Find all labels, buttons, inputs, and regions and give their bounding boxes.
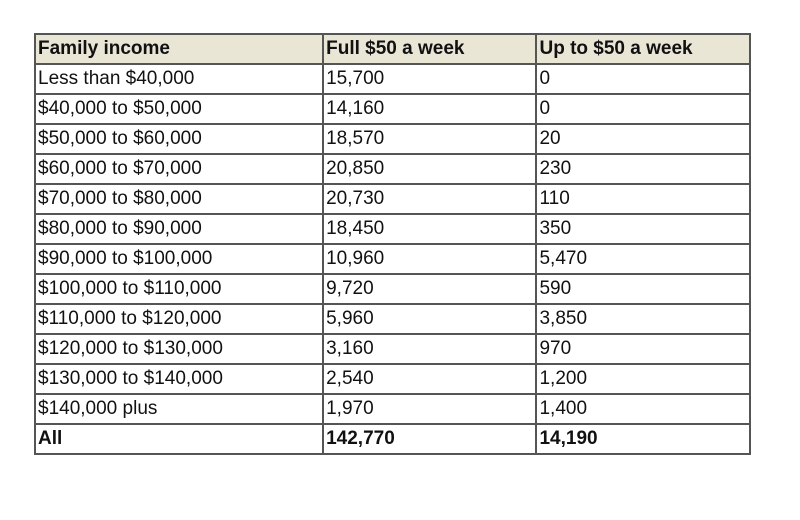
table-row [35, 334, 750, 364]
cell-full-50: 20,730 [323, 184, 536, 214]
header-up-to-50: Up to $50 a week [536, 34, 750, 64]
header-row [35, 34, 750, 64]
cell-up-to-50: 5,470 [536, 244, 750, 274]
cell-full-50: 3,160 [323, 334, 536, 364]
cell-income-band: $100,000 to $110,000 [35, 274, 323, 304]
cell-full-50: 20,850 [323, 154, 536, 184]
cell-full-50: 14,160 [323, 94, 536, 124]
table-row [35, 304, 750, 334]
cell-up-to-50: 970 [536, 334, 750, 364]
cell-income-band: $110,000 to $120,000 [35, 304, 323, 334]
cell-up-to-50: 20 [536, 124, 750, 154]
header-full-50: Full $50 a week [323, 34, 536, 64]
table-row [35, 394, 750, 424]
income-table [34, 33, 751, 455]
cell-full-50: 5,960 [323, 304, 536, 334]
table-row [35, 64, 750, 94]
cell-income-band: $130,000 to $140,000 [35, 364, 323, 394]
cell-up-to-50: 1,200 [536, 364, 750, 394]
cell-full-50: 9,720 [323, 274, 536, 304]
header-family-income: Family income [35, 34, 323, 64]
table-row [35, 124, 750, 154]
cell-up-to-50: 350 [536, 214, 750, 244]
cell-income-band: $120,000 to $130,000 [35, 334, 323, 364]
cell-income-band: $80,000 to $90,000 [35, 214, 323, 244]
cell-income-band: Less than $40,000 [35, 64, 323, 94]
table-row [35, 154, 750, 184]
cell-full-50: 10,960 [323, 244, 536, 274]
cell-total-up-to-50: 14,190 [536, 424, 750, 454]
cell-income-band: $40,000 to $50,000 [35, 94, 323, 124]
table-row [35, 364, 750, 394]
cell-full-50: 18,570 [323, 124, 536, 154]
cell-income-band: $90,000 to $100,000 [35, 244, 323, 274]
cell-up-to-50: 0 [536, 94, 750, 124]
table-row [35, 244, 750, 274]
cell-total-full-50: 142,770 [323, 424, 536, 454]
cell-income-band: $70,000 to $80,000 [35, 184, 323, 214]
cell-income-band: $60,000 to $70,000 [35, 154, 323, 184]
cell-income-band: $140,000 plus [35, 394, 323, 424]
cell-full-50: 2,540 [323, 364, 536, 394]
cell-full-50: 18,450 [323, 214, 536, 244]
table-row [35, 274, 750, 304]
cell-up-to-50: 0 [536, 64, 750, 94]
cell-up-to-50: 230 [536, 154, 750, 184]
cell-up-to-50: 3,850 [536, 304, 750, 334]
cell-up-to-50: 1,400 [536, 394, 750, 424]
table-row [35, 214, 750, 244]
cell-up-to-50: 110 [536, 184, 750, 214]
cell-income-band: $50,000 to $60,000 [35, 124, 323, 154]
cell-total-label: All [35, 424, 323, 454]
table-row [35, 184, 750, 214]
table-row [35, 94, 750, 124]
cell-full-50: 15,700 [323, 64, 536, 94]
cell-full-50: 1,970 [323, 394, 536, 424]
cell-up-to-50: 590 [536, 274, 750, 304]
total-row [35, 424, 750, 454]
